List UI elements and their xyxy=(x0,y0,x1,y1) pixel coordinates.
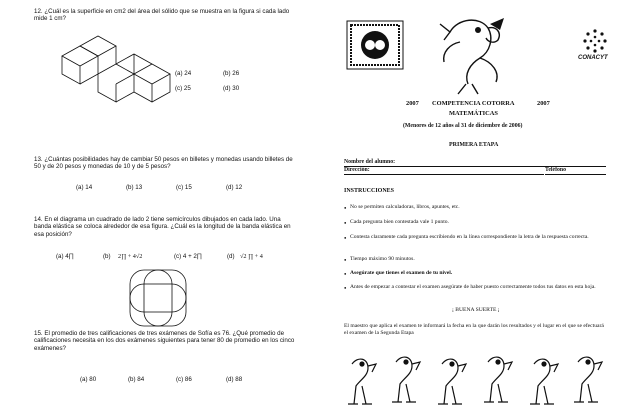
q15-option-a: (a) 80 xyxy=(80,376,97,383)
conacyt-label: CONACYT xyxy=(578,55,608,61)
parrot-mascot-illustration xyxy=(430,12,520,98)
footer-note: El maestro que aplica el examen te informará la fecha en la que darán los resultados y el lugar en el que se efectuará el examen de la Segunda Etapa xyxy=(344,323,604,336)
instructions-title: INSTRUCCIONES xyxy=(344,188,395,194)
q15-option-b: (b) 84 xyxy=(128,376,145,383)
address-field[interactable] xyxy=(344,167,544,175)
conacyt-logo-icon xyxy=(582,28,608,54)
q13-option-b: (b) 13 xyxy=(126,184,143,191)
question-14-text: 14. En el diagrama un cuadrado de lado 2 tiene semicírculos dibujados en cada lado. Una banda elástica se coloca alrededor de esa figura. ¿Cuál es la longitud de la banda elástica en esa posición? xyxy=(34,216,291,238)
good-luck-text: ¡ BUENA SUERTE ¡ xyxy=(452,307,500,313)
instruction-item: ● Antes de empezar a contestar el examen asegúrate de haber puesto correctamente todos tus datos en esta hoja. xyxy=(350,284,605,291)
q14-option-b-expr: 2∏ + 4√2 xyxy=(118,253,143,260)
instruction-item: ● Tiempo máximo 90 minutos. xyxy=(350,256,605,263)
square-semicircles-figure xyxy=(128,268,188,328)
instruction-item: ● Cada pregunta bien contestada vale 1 punto. xyxy=(350,219,605,226)
address-label: Dirección: xyxy=(344,167,370,173)
phone-field[interactable] xyxy=(545,167,606,175)
title-main-line-2: MATEMÁTICAS xyxy=(449,110,498,117)
q13-option-c: (c) 15 xyxy=(176,184,192,191)
instruction-item: ● Asegúrate que tienes el examen de tu nivel. xyxy=(350,270,605,277)
question-15-text: 15. El promedio de tres calificaciones de tres exámenes de Sofía es 76. ¿Qué promedio de calificaciones necesita en los dos exámenes siguientes para tener 80 de promedio en los cinco exámenes? xyxy=(34,330,295,352)
competition-seal-logo xyxy=(346,20,404,70)
title-year-left: 2007 xyxy=(406,100,419,107)
q14-option-d-expr: √2 ∏ + 4 xyxy=(240,253,263,260)
q13-option-a: (a) 14 xyxy=(76,184,93,191)
q12-option-c: (c) 25 xyxy=(175,85,191,92)
q14-option-d-label: (d) xyxy=(227,253,235,260)
subtitle: (Menores de 12 años al 31 de diciembre de 2006) xyxy=(403,123,523,129)
title-year-right: 2007 xyxy=(537,100,550,107)
q12-option-d: (d) 30 xyxy=(223,85,240,92)
phone-label: Teléfono xyxy=(545,167,567,173)
q15-option-c: (c) 86 xyxy=(176,376,192,383)
student-name-field[interactable] xyxy=(344,159,606,167)
mascot-parade-illustration xyxy=(342,350,610,412)
question-13-text: 13. ¿Cuántas posibilidades hay de cambiar 50 pesos en billetes y monedas usando billetes de 50 y de 20 pesos y monedas de 10 y de 5 pesos? xyxy=(34,156,293,171)
instruction-item: ● Contesta claramente cada pregunta escribiendo en la línea correspondiente la letra de la respuesta correcta. xyxy=(350,234,605,241)
q12-option-b: (b) 26 xyxy=(223,70,240,77)
name-label: Nombre del alumno: xyxy=(344,159,396,165)
title-main-line-1: COMPETENCIA COTORRA xyxy=(432,100,515,107)
q13-option-d: (d) 12 xyxy=(226,184,243,191)
question-12-text: 12. ¿Cuál es la superficie en cm2 del área del sólido que se muestra en la figura si cada lado mide 1 cm? xyxy=(34,8,290,23)
q14-option-a: (a) 4∏ xyxy=(56,253,74,260)
q15-option-d: (d) 88 xyxy=(226,376,243,383)
stage-title: PRIMERA ETAPA xyxy=(449,142,499,148)
instruction-item: ● No se permiten calculadoras, libros, apuntes, etc. xyxy=(350,204,605,211)
q12-option-a: (a) 24 xyxy=(175,70,192,77)
q14-option-b-label: (b) xyxy=(103,253,111,260)
q14-option-c: (c) 4 + 2∏ xyxy=(174,253,202,260)
cube-solid-figure xyxy=(52,34,172,112)
